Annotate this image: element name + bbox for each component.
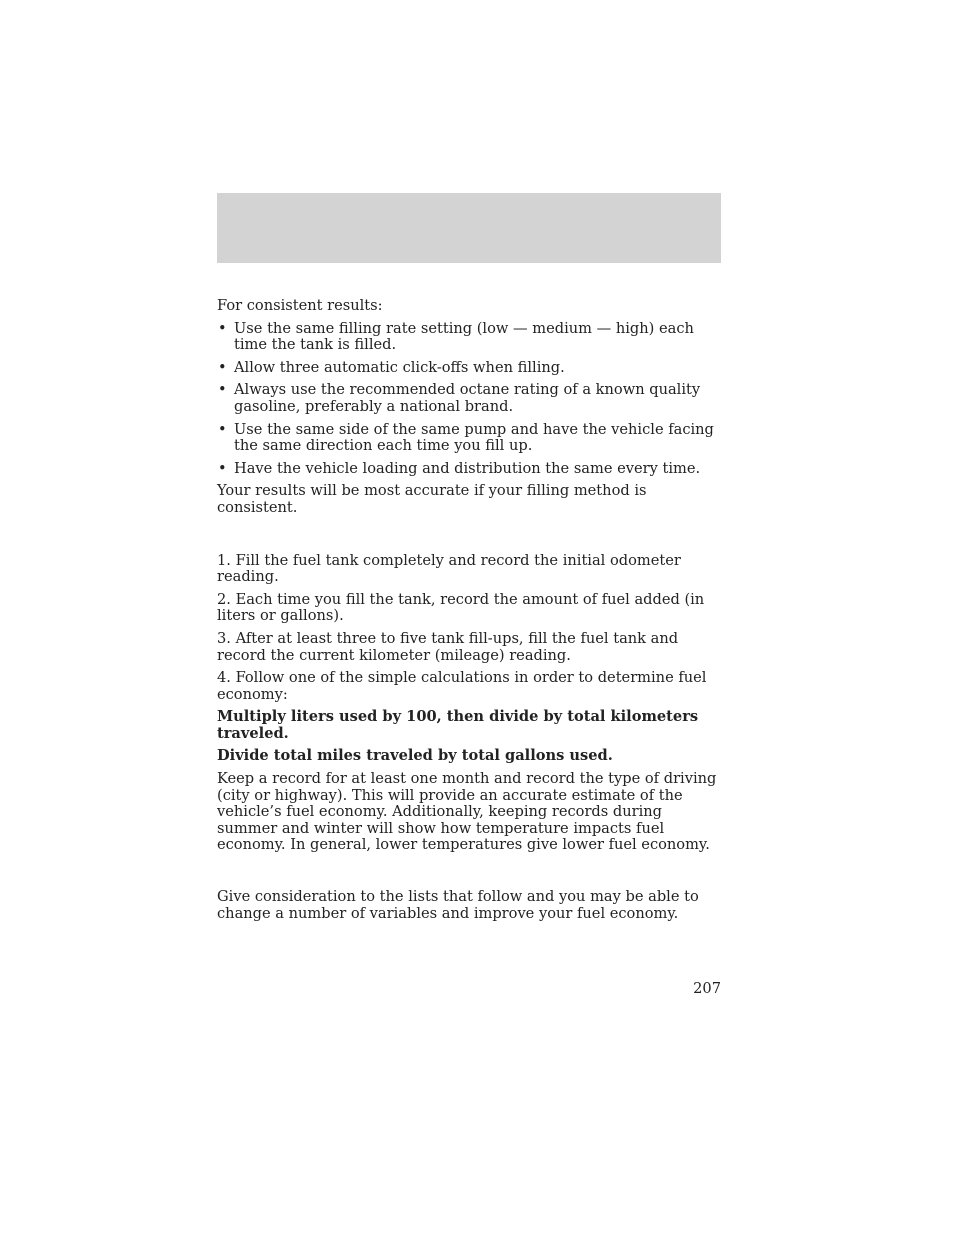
bullet-icon: • (218, 381, 227, 399)
step-item: 1. Fill the fuel tank completely and record the initial odometer reading. (217, 551, 681, 586)
formula-metric: Multiply liters used by 100, then divide by total kilometers traveled. (217, 708, 699, 742)
consistency-bullet-list (217, 321, 723, 478)
section-spacer (217, 523, 723, 553)
bullet-icon: • (218, 319, 227, 337)
formula-imperial: Divide total miles traveled by total gallons used. (217, 747, 613, 765)
bullet-icon: • (218, 358, 227, 376)
step-item: 2. Each time you fill the tank, record the amount of fuel added (in liters or gallons). (217, 590, 705, 625)
page-number: 207 (693, 980, 721, 997)
bullet-icon: • (218, 459, 227, 477)
list-item: • Allow three automatic click-offs when filling. (218, 358, 565, 376)
list-item: • Have the vehicle loading and distribution the same every time. (218, 459, 701, 477)
section-spacer (217, 860, 723, 889)
list-item: • Use the same side of the same pump and have the vehicle facing the same direction each time you fill up. (218, 420, 714, 455)
intro-text: For consistent results: (217, 297, 383, 314)
consistency-note: Your results will be most accurate if your filling method is consistent. (217, 482, 647, 516)
bullet-icon: • (218, 420, 227, 438)
list-item: • Use the same filling rate setting (low — medium — high) each time the tank is filled. (218, 319, 694, 354)
section-header-band (217, 193, 721, 263)
step-item: 3. After at least three to five tank fill-ups, fill the fuel tank and record the current kilometer (mileage) reading. (217, 629, 679, 664)
record-note: Keep a record for at least one month and record the type of driving (city or highway). This will provide an accurate estimate of the vehicle’s fuel economy. Additionally, keeping records during summer and winter will show how temperature impacts fuel economy. In general, lower temperatures give lower fuel economy. (217, 770, 717, 854)
step-item: 4. Follow one of the simple calculations in order to determine fuel economy: (217, 669, 707, 703)
page-content (217, 298, 723, 928)
list-item: • Always use the recommended octane rating of a known quality gasoline, preferably a national brand. (218, 381, 701, 415)
consideration-text: Give consideration to the lists that follow and you may be able to change a number of variables and improve your fuel economy. (217, 888, 699, 922)
